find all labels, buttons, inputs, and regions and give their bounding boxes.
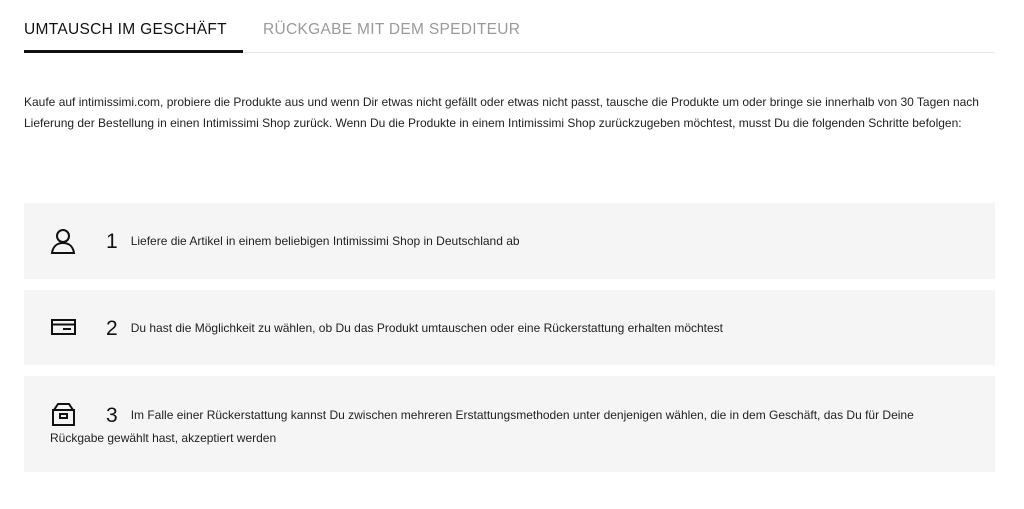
step-card-2	[24, 290, 995, 365]
card-icon	[50, 317, 80, 340]
box-icon	[50, 404, 80, 427]
tab-return-by-courier[interactable]: RÜCKGABE MIT DEM SPEDITEUR	[263, 21, 521, 38]
tab-exchange-in-store[interactable]: UMTAUSCH IM GESCHÄFT	[24, 0, 243, 52]
intro-text: Kaufe auf intimissimi.com, probiere die Produkte aus und wenn Dir etwas nicht gefällt oder etwas nicht passt, tausche die Produkte um oder bringe sie innerhalb von 30 Tagen nach Lieferung der Bestellung in einen Intimissimi Shop zurück. Wenn Du die Produkte in einem Intimissimi Shop zurückzugeben möchtest, musst Du die folgenden Schritte befolgen:	[24, 95, 979, 130]
step-text: Im Falle einer Rückerstattung kannst Du zwischen mehreren Erstattungsmethoden unter denjenigen wählen, die in dem Geschäft, das Du für Deine Rückgabe gewählt hast, akzeptiert werden	[50, 408, 914, 445]
step-number: 2	[106, 317, 118, 340]
tab-bar	[24, 0, 995, 53]
step-text: Liefere die Artikel in einem beliebigen Intimissimi Shop in Deutschland ab	[130, 234, 520, 248]
step-text: Du hast die Möglichkeit zu wählen, ob Du das Produkt umtauschen oder eine Rückerstattung erhalten möchtest	[130, 321, 724, 335]
step-number: 1	[106, 230, 118, 253]
step-card-1	[24, 203, 995, 279]
person-icon	[50, 230, 80, 253]
step-card-3	[24, 376, 995, 472]
step-number: 3	[106, 404, 118, 427]
